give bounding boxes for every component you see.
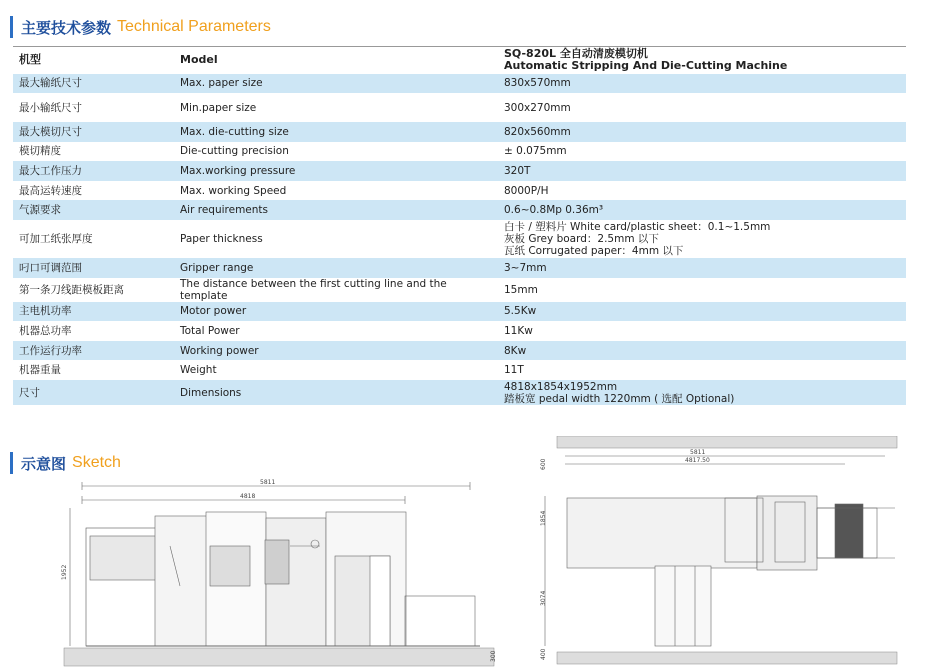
spec-row: [13, 321, 906, 341]
title-accent-bar: [10, 16, 13, 38]
spec-label-en: Air requirements: [174, 200, 498, 220]
header-col-model: Model: [174, 47, 498, 74]
spec-value: [498, 122, 906, 142]
spec-value: [498, 278, 906, 302]
spec-label-cn: 模切精度: [19, 145, 61, 158]
spec-label-en: Max. paper size: [174, 74, 498, 94]
spec-value-line: 灰板 Grey board：2.5mm 以下: [504, 233, 659, 246]
spec-label-cn: 机器重量: [19, 364, 61, 377]
spec-value-line: 0.6~0.8Mp 0.36m³: [504, 204, 604, 217]
spec-row: [13, 142, 906, 162]
spec-row: [13, 74, 906, 94]
front-dim-machine: 4818: [240, 493, 256, 500]
spec-value-line: 11T: [504, 364, 524, 377]
top-dim-total: 5811: [690, 449, 706, 456]
spec-label-en: Dimensions: [174, 380, 498, 405]
spec-table: [13, 46, 906, 405]
spec-label-en: The distance between the first cutting line and the template: [180, 277, 447, 302]
spec-label-en: Weight: [180, 364, 217, 377]
top-dim-lower: 3074: [540, 590, 547, 606]
spec-value-line: 瓦纸 Corrugated paper：4mm 以下: [504, 245, 684, 258]
spec-label-cn: 尺寸: [13, 380, 174, 405]
spec-label-en: Max. working Speed: [180, 184, 287, 197]
front-dim-height: 1952: [61, 564, 68, 580]
spec-value-line: 8Kw: [504, 344, 527, 357]
spec-row: [13, 278, 906, 302]
spec-table-header: [13, 47, 906, 74]
spec-value: [498, 142, 906, 162]
top-view-drawing: [535, 436, 901, 666]
spec-value-line: 5.5Kw: [504, 305, 537, 318]
title-accent-bar: [10, 452, 13, 474]
header-col-cn: 机型: [13, 47, 174, 74]
spec-label-en: Min.paper size: [180, 101, 257, 114]
spec-row: [13, 200, 906, 220]
spec-value: [498, 74, 906, 94]
spec-label-cn: 最大输纸尺寸: [13, 74, 174, 94]
spec-value-line: 11Kw: [504, 325, 533, 338]
spec-label-cn: 第一条刀线距模板距离: [19, 283, 124, 296]
spec-value: [498, 200, 906, 220]
spec-value-line: 踏板宽 pedal width 1220mm ( 选配 Optional): [504, 392, 735, 405]
spec-label-cn: 最小输纸尺寸: [19, 101, 82, 114]
spec-row: [13, 341, 906, 361]
spec-value: [498, 161, 906, 181]
spec-value: [498, 341, 906, 361]
spec-value: [498, 380, 906, 405]
spec-row: [13, 93, 906, 122]
machine-model-name: SQ-820L 全自动清废模切机: [504, 47, 648, 61]
spec-label-en: Paper thickness: [180, 233, 263, 246]
spec-value-line: 8000P/H: [504, 184, 549, 197]
spec-label-cn: 最大工作压力: [13, 161, 174, 181]
spec-label-cn: 主电机功率: [13, 302, 174, 322]
machine-model-desc: Automatic Stripping And Die-Cutting Machine: [504, 59, 788, 73]
sketch-title-en: Sketch: [72, 454, 121, 471]
spec-title-en: Technical Parameters: [117, 18, 271, 35]
spec-value-line: 3~7mm: [504, 261, 547, 274]
spec-label-en: Working power: [174, 341, 498, 361]
spec-label-en: Gripper range: [174, 258, 498, 278]
spec-value-line: 830x570mm: [504, 77, 571, 90]
spec-value-line: 320T: [504, 165, 531, 178]
spec-value-line: 300x270mm: [504, 101, 571, 114]
spec-label-cn: 叼口可调范围: [13, 258, 174, 278]
spec-row: [13, 220, 906, 258]
spec-value: [498, 220, 906, 258]
spec-value: [498, 321, 906, 341]
spec-value-line: 白卡 / 塑料片 White card/plastic sheet：0.1~1.5mm: [504, 221, 771, 234]
spec-row: [13, 302, 906, 322]
spec-value: [498, 181, 906, 201]
spec-row: [13, 161, 906, 181]
spec-label-en: Total Power: [180, 325, 240, 338]
spec-label-cn: 工作运行功率: [13, 341, 174, 361]
spec-row: [13, 380, 906, 405]
top-dim-width: 1854: [540, 510, 547, 526]
spec-label-cn: 可加工纸张厚度: [19, 233, 93, 246]
sketch-title-cn: 示意图: [21, 454, 67, 473]
spec-label-en: Max. die-cutting size: [174, 122, 498, 142]
spec-row: [13, 258, 906, 278]
spec-value: [498, 93, 906, 122]
spec-value: [498, 360, 906, 380]
spec-label-cn: 最高运转速度: [19, 184, 82, 197]
top-dim-machine: 4817.50: [685, 457, 710, 464]
spec-row: [13, 360, 906, 380]
spec-value: [498, 258, 906, 278]
spec-label-cn: 最大模切尺寸: [13, 122, 174, 142]
spec-label-cn: 气源要求: [13, 200, 174, 220]
spec-section-title: [10, 16, 271, 38]
spec-row: [13, 122, 906, 142]
front-view-drawing: [60, 476, 500, 668]
spec-value-line: ± 0.075mm: [504, 145, 567, 158]
front-dim-total: 5811: [260, 479, 276, 486]
spec-label-en: Die-cutting precision: [180, 145, 289, 158]
sketch-section-title: [10, 452, 121, 474]
spec-title-cn: 主要技术参数: [21, 18, 112, 37]
spec-value-line: 15mm: [504, 283, 538, 296]
spec-label-en: Motor power: [174, 302, 498, 322]
top-dim-top: 600: [540, 458, 547, 470]
spec-label-en: Max.working pressure: [174, 161, 498, 181]
header-col-machine: [498, 47, 906, 74]
front-dim-base: 300: [490, 650, 497, 662]
spec-row: [13, 181, 906, 201]
top-dim-bottom: 400: [540, 648, 547, 660]
spec-value-line: 820x560mm: [504, 125, 571, 138]
spec-label-cn: 机器总功率: [19, 325, 72, 338]
spec-value-line: 4818x1854x1952mm: [504, 380, 618, 393]
spec-value: [498, 302, 906, 322]
